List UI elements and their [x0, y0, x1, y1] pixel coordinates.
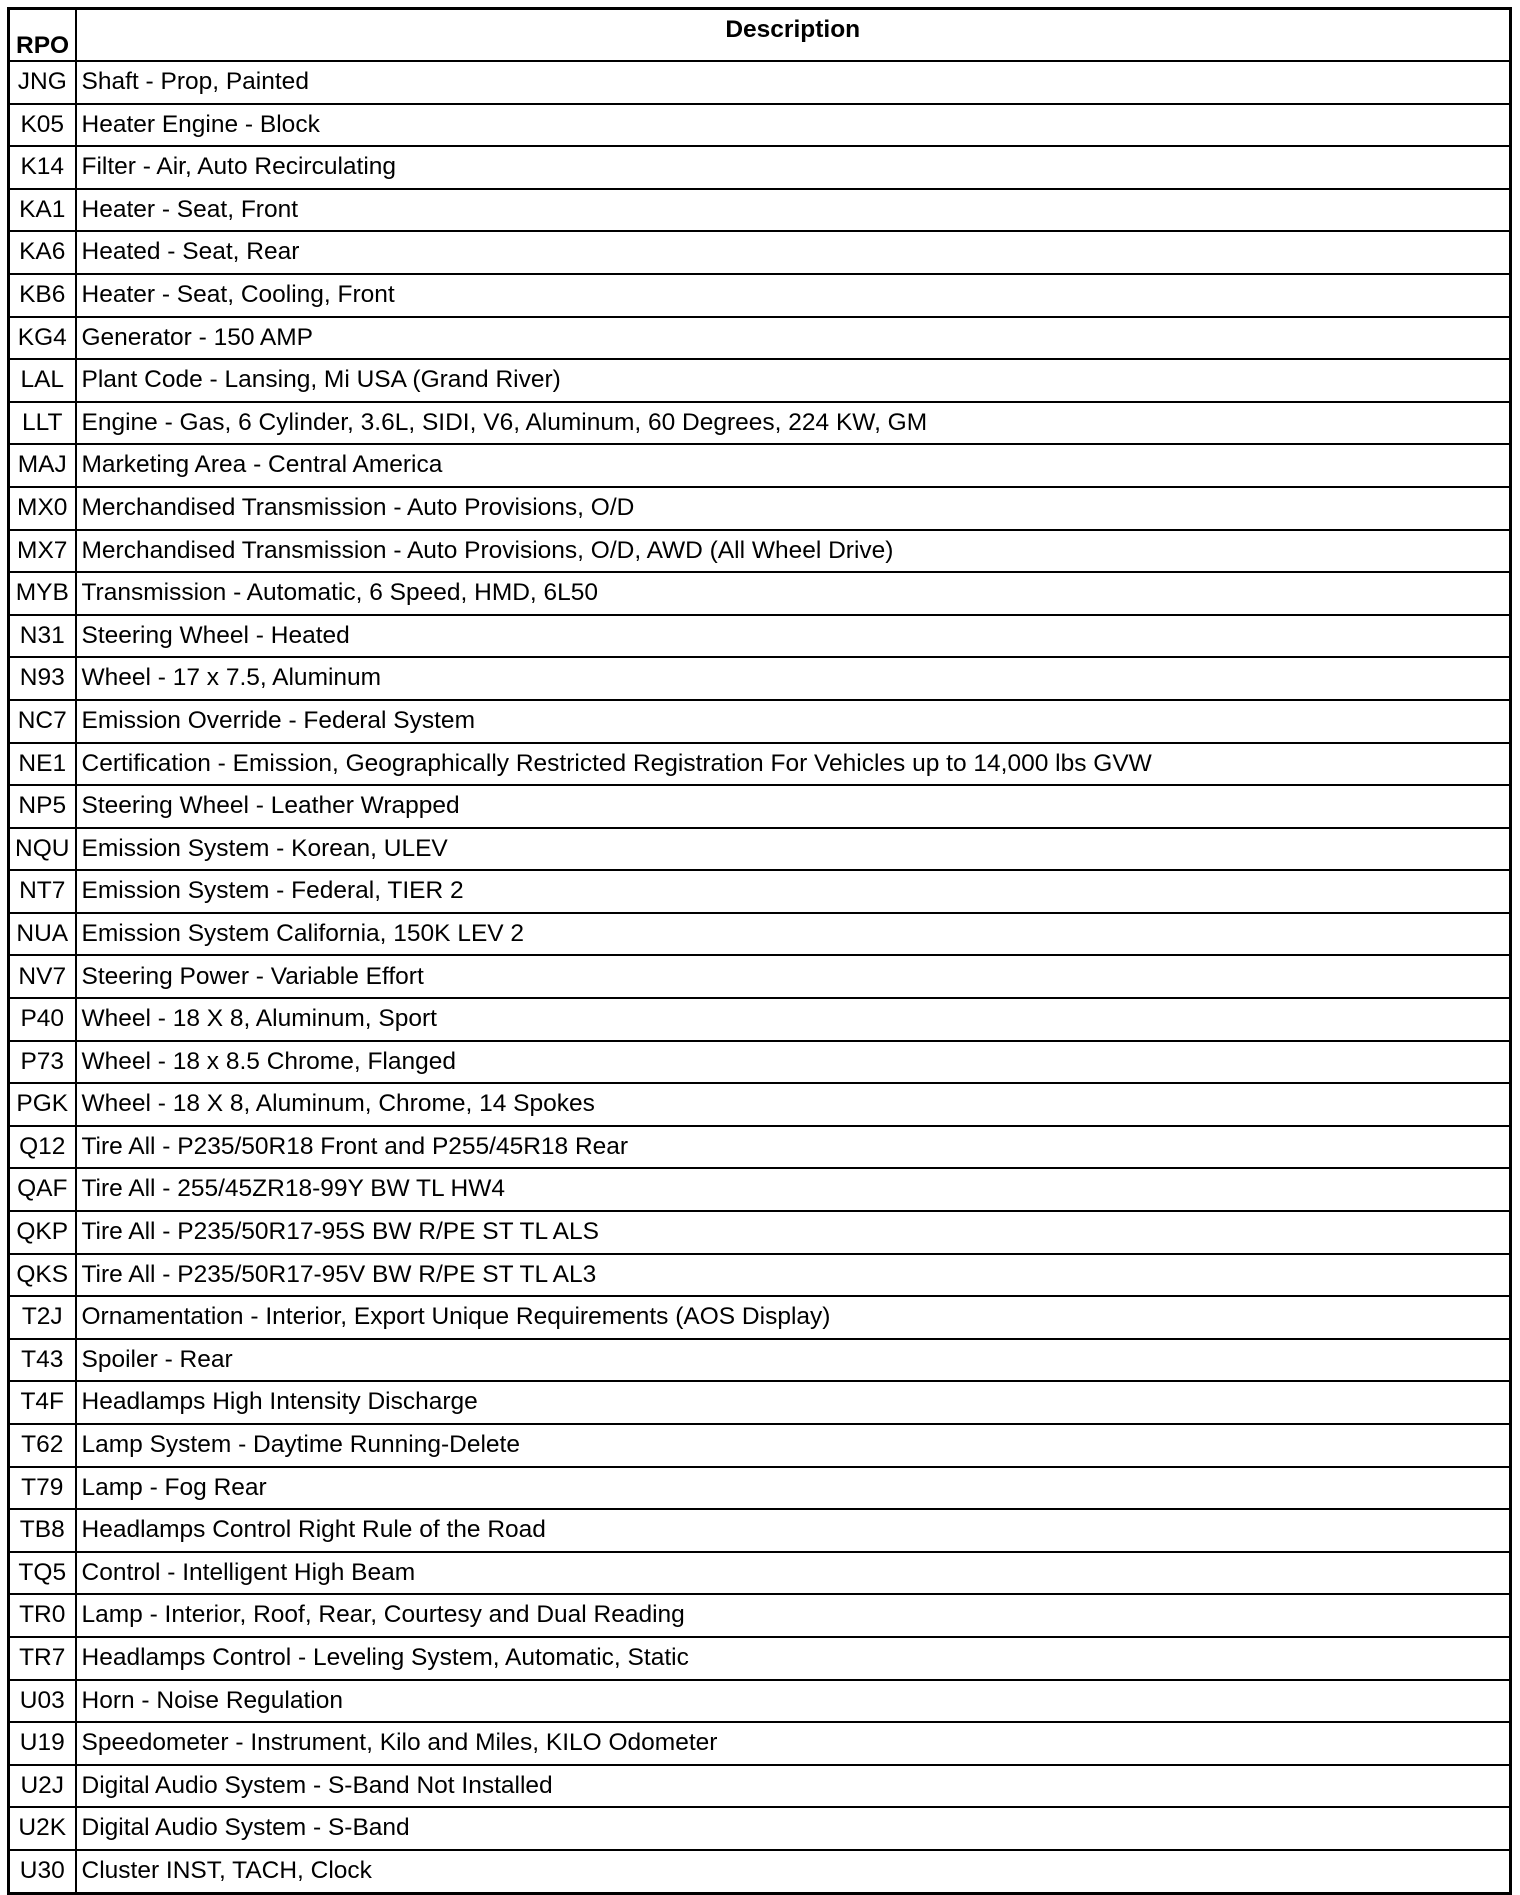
description-cell: Lamp - Fog Rear — [76, 1467, 1511, 1510]
rpo-code-cell: NP5 — [9, 785, 76, 828]
rpo-code-cell: N31 — [9, 615, 76, 658]
table-row — [9, 1168, 1511, 1211]
description-cell: Wheel - 18 x 8.5 Chrome, Flanged — [76, 1041, 1511, 1084]
description-cell: Certification - Emission, Geographically Restricted Registration For Vehicles up to 14,000 lbs GVW — [76, 743, 1511, 786]
table-row — [9, 785, 1511, 828]
table-row — [9, 402, 1511, 445]
description-cell: Wheel - 18 X 8, Aluminum, Sport — [76, 998, 1511, 1041]
description-cell: Emission System - Korean, ULEV — [76, 828, 1511, 871]
description-cell: Heater - Seat, Cooling, Front — [76, 274, 1511, 317]
description-cell: Merchandised Transmission - Auto Provisions, O/D — [76, 487, 1511, 530]
table-row — [9, 743, 1511, 786]
table-row — [9, 104, 1511, 147]
rpo-code-cell: KG4 — [9, 317, 76, 360]
rpo-column-header: RPO — [9, 9, 76, 62]
table-row — [9, 870, 1511, 913]
rpo-code-cell: U2J — [9, 1765, 76, 1808]
table-row — [9, 487, 1511, 530]
rpo-code-cell: K14 — [9, 146, 76, 189]
table-row — [9, 231, 1511, 274]
rpo-code-cell: JNG — [9, 61, 76, 104]
rpo-code-cell: TR0 — [9, 1594, 76, 1637]
rpo-code-cell: MX7 — [9, 530, 76, 573]
rpo-code-cell: U30 — [9, 1850, 76, 1893]
table-row — [9, 615, 1511, 658]
table-row — [9, 828, 1511, 871]
table-row — [9, 146, 1511, 189]
table-row — [9, 1807, 1511, 1850]
description-cell: Tire All - P235/50R18 Front and P255/45R18 Rear — [76, 1126, 1511, 1169]
table-row — [9, 1126, 1511, 1169]
rpo-code-cell: P73 — [9, 1041, 76, 1084]
table-row — [9, 359, 1511, 402]
description-cell: Speedometer - Instrument, Kilo and Miles, KILO Odometer — [76, 1722, 1511, 1765]
table-row — [9, 657, 1511, 700]
description-cell: Marketing Area - Central America — [76, 444, 1511, 487]
rpo-code-cell: T62 — [9, 1424, 76, 1467]
rpo-code-cell: NUA — [9, 913, 76, 956]
table-row — [9, 530, 1511, 573]
description-cell: Heated - Seat, Rear — [76, 231, 1511, 274]
table-header — [9, 9, 1511, 62]
rpo-code-cell: LAL — [9, 359, 76, 402]
description-cell: Wheel - 18 X 8, Aluminum, Chrome, 14 Spokes — [76, 1083, 1511, 1126]
description-cell: Ornamentation - Interior, Export Unique Requirements (AOS Display) — [76, 1296, 1511, 1339]
rpo-code-cell: T2J — [9, 1296, 76, 1339]
rpo-code-cell: T4F — [9, 1381, 76, 1424]
table-row — [9, 1765, 1511, 1808]
rpo-code-cell: MX0 — [9, 487, 76, 530]
rpo-code-cell: TQ5 — [9, 1552, 76, 1595]
rpo-code-cell: Q12 — [9, 1126, 76, 1169]
description-cell: Wheel - 17 x 7.5, Aluminum — [76, 657, 1511, 700]
description-cell: Emission Override - Federal System — [76, 700, 1511, 743]
table-row — [9, 1339, 1511, 1382]
table-row — [9, 61, 1511, 104]
rpo-code-cell: QKP — [9, 1211, 76, 1254]
table-row — [9, 1254, 1511, 1297]
rpo-code-cell: MAJ — [9, 444, 76, 487]
rpo-code-cell: P40 — [9, 998, 76, 1041]
description-cell: Merchandised Transmission - Auto Provisions, O/D, AWD (All Wheel Drive) — [76, 530, 1511, 573]
table-row — [9, 1424, 1511, 1467]
description-cell: Headlamps Control - Leveling System, Automatic, Static — [76, 1637, 1511, 1680]
rpo-code-cell: N93 — [9, 657, 76, 700]
rpo-table — [7, 7, 1512, 1895]
table-row — [9, 1467, 1511, 1510]
description-cell: Emission System California, 150K LEV 2 — [76, 913, 1511, 956]
description-cell: Steering Wheel - Leather Wrapped — [76, 785, 1511, 828]
table-row — [9, 913, 1511, 956]
description-column-header: Description — [76, 9, 1511, 62]
rpo-code-cell: T79 — [9, 1467, 76, 1510]
table-row — [9, 1850, 1511, 1893]
table-row — [9, 1509, 1511, 1552]
table-row — [9, 1637, 1511, 1680]
table-row — [9, 1041, 1511, 1084]
rpo-code-cell: U19 — [9, 1722, 76, 1765]
description-cell: Digital Audio System - S-Band Not Installed — [76, 1765, 1511, 1808]
description-cell: Filter - Air, Auto Recirculating — [76, 146, 1511, 189]
table-row — [9, 1722, 1511, 1765]
table-row — [9, 1211, 1511, 1254]
description-cell: Horn - Noise Regulation — [76, 1680, 1511, 1723]
description-cell: Control - Intelligent High Beam — [76, 1552, 1511, 1595]
table-row — [9, 189, 1511, 232]
table-row — [9, 444, 1511, 487]
table-row — [9, 572, 1511, 615]
description-cell: Lamp System - Daytime Running-Delete — [76, 1424, 1511, 1467]
description-cell: Headlamps High Intensity Discharge — [76, 1381, 1511, 1424]
description-cell: Tire All - P235/50R17-95V BW R/PE ST TL AL3 — [76, 1254, 1511, 1297]
rpo-code-cell: KB6 — [9, 274, 76, 317]
rpo-code-cell: U2K — [9, 1807, 76, 1850]
description-cell: Steering Wheel - Heated — [76, 615, 1511, 658]
description-cell: Digital Audio System - S-Band — [76, 1807, 1511, 1850]
description-cell: Headlamps Control Right Rule of the Road — [76, 1509, 1511, 1552]
description-cell: Lamp - Interior, Roof, Rear, Courtesy and Dual Reading — [76, 1594, 1511, 1637]
table-row — [9, 998, 1511, 1041]
rpo-code-cell: NV7 — [9, 955, 76, 998]
table-row — [9, 1680, 1511, 1723]
description-cell: Transmission - Automatic, 6 Speed, HMD, 6L50 — [76, 572, 1511, 615]
table-row — [9, 700, 1511, 743]
description-cell: Heater - Seat, Front — [76, 189, 1511, 232]
rpo-code-cell: QAF — [9, 1168, 76, 1211]
table-row — [9, 955, 1511, 998]
rpo-code-cell: NC7 — [9, 700, 76, 743]
description-cell: Tire All - P235/50R17-95S BW R/PE ST TL ALS — [76, 1211, 1511, 1254]
rpo-code-cell: QKS — [9, 1254, 76, 1297]
table-row — [9, 1296, 1511, 1339]
description-cell: Heater Engine - Block — [76, 104, 1511, 147]
rpo-code-cell: TB8 — [9, 1509, 76, 1552]
rpo-code-cell: MYB — [9, 572, 76, 615]
table-row — [9, 317, 1511, 360]
table-body — [9, 61, 1511, 1893]
description-cell: Steering Power - Variable Effort — [76, 955, 1511, 998]
rpo-code-cell: NT7 — [9, 870, 76, 913]
rpo-code-cell: U03 — [9, 1680, 76, 1723]
description-cell: Cluster INST, TACH, Clock — [76, 1850, 1511, 1893]
table-row — [9, 1381, 1511, 1424]
table-row — [9, 1083, 1511, 1126]
description-cell: Tire All - 255/45ZR18-99Y BW TL HW4 — [76, 1168, 1511, 1211]
rpo-code-cell: NQU — [9, 828, 76, 871]
table-row — [9, 1594, 1511, 1637]
description-cell: Engine - Gas, 6 Cylinder, 3.6L, SIDI, V6, Aluminum, 60 Degrees, 224 KW, GM — [76, 402, 1511, 445]
description-cell: Shaft - Prop, Painted — [76, 61, 1511, 104]
rpo-code-cell: K05 — [9, 104, 76, 147]
header-row — [9, 9, 1511, 62]
description-cell: Emission System - Federal, TIER 2 — [76, 870, 1511, 913]
rpo-code-cell: TR7 — [9, 1637, 76, 1680]
rpo-code-cell: NE1 — [9, 743, 76, 786]
rpo-code-cell: KA1 — [9, 189, 76, 232]
rpo-code-cell: PGK — [9, 1083, 76, 1126]
description-cell: Generator - 150 AMP — [76, 317, 1511, 360]
rpo-code-cell: LLT — [9, 402, 76, 445]
table-row — [9, 274, 1511, 317]
rpo-code-cell: T43 — [9, 1339, 76, 1382]
description-cell: Plant Code - Lansing, Mi USA (Grand River) — [76, 359, 1511, 402]
description-cell: Spoiler - Rear — [76, 1339, 1511, 1382]
table-row — [9, 1552, 1511, 1595]
rpo-code-cell: KA6 — [9, 231, 76, 274]
